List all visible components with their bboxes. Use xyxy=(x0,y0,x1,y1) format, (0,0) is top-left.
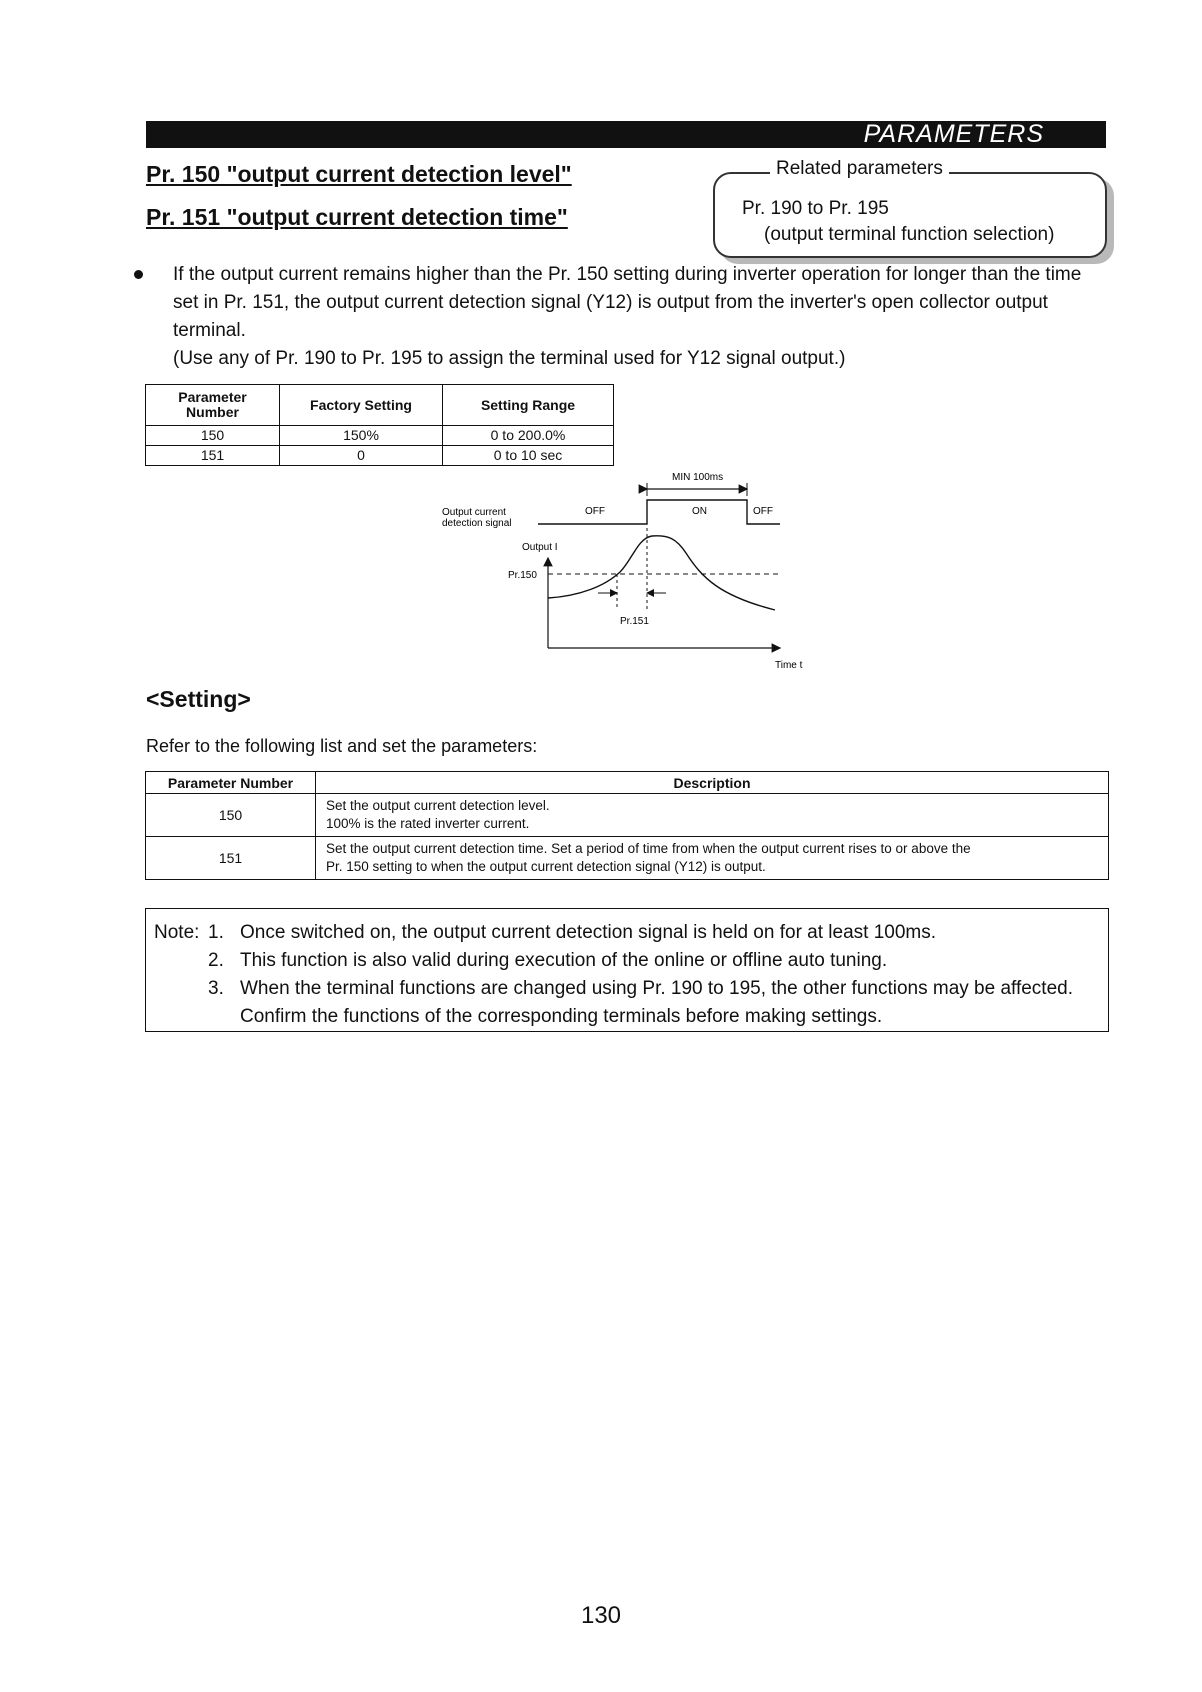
note-text: When the terminal functions are changed using Pr. 190 to 195, the other functions may be affected. xyxy=(240,978,1074,999)
table-cell: 150% xyxy=(280,426,443,446)
signal-label-line1: Output current xyxy=(442,507,506,518)
output-current-curve xyxy=(548,536,775,610)
related-parameters-range: Pr. 190 to Pr. 195 xyxy=(742,198,889,219)
note-text: This function is also valid during execution of the online or offline auto tuning. xyxy=(240,950,888,971)
param-table-header-number: Parameter Number xyxy=(146,385,280,426)
note-number: 2. xyxy=(208,950,224,971)
time-axis-label: Time t xyxy=(775,660,803,671)
desc-table-header-number: Parameter Number xyxy=(146,772,316,794)
heading-pr150: Pr. 150 "output current detection level" xyxy=(146,161,572,187)
note-text: Once switched on, the output current detection signal is held on for at least 100ms. xyxy=(240,922,937,943)
note-prefix: Note: xyxy=(154,922,200,943)
table-cell: 0 to 200.0% xyxy=(443,426,614,446)
table-row xyxy=(146,426,614,446)
table-cell xyxy=(316,794,1109,837)
output-axis-label: Output I xyxy=(522,542,558,553)
signal-off-label: OFF xyxy=(585,506,605,517)
param-table-header-range: Setting Range xyxy=(443,385,614,426)
note-continuation: Confirm the functions of the corresponding terminals before making settings. xyxy=(240,1006,883,1027)
setting-title: <Setting> xyxy=(146,686,251,712)
table-cell: 0 xyxy=(280,446,443,466)
parameter-settings-table xyxy=(145,384,614,466)
note-box xyxy=(145,908,1109,1032)
desc-line: Pr. 150 setting to when the output current detection signal (Y12) is output. xyxy=(326,859,766,874)
table-cell: 150 xyxy=(146,794,316,837)
signal-label-line2: detection signal xyxy=(442,518,512,529)
note-number: 1. xyxy=(208,922,224,943)
parameter-description-table xyxy=(145,771,1109,880)
pr151-time-label: Pr.151 xyxy=(620,616,649,627)
desc-line: Set the output current detection time. Set a period of time from when the output current rises to or above the xyxy=(326,841,971,856)
bullet-icon xyxy=(134,270,143,279)
desc-line: 100% is the rated inverter current. xyxy=(326,816,530,831)
desc-table-header-description: Description xyxy=(316,772,1109,794)
table-cell: 150 xyxy=(146,426,280,446)
note-number: 3. xyxy=(208,978,224,999)
signal-off2-label: OFF xyxy=(753,506,773,517)
related-parameters-desc: (output terminal function selection) xyxy=(764,224,1055,245)
table-row xyxy=(146,446,614,466)
related-parameters-title: Related parameters xyxy=(770,158,949,180)
pr150-level-label: Pr.150 xyxy=(508,570,537,581)
desc-line: Set the output current detection level. xyxy=(326,798,550,813)
table-row xyxy=(146,837,1109,880)
section-title: PARAMETERS xyxy=(863,120,1044,148)
table-cell xyxy=(316,837,1109,880)
param-table-header-factory: Factory Setting xyxy=(280,385,443,426)
intro-line-1: If the output current remains higher than the Pr. 150 setting during inverter operation for longer than the time xyxy=(173,264,1082,285)
intro-line-2: set in Pr. 151, the output current detection signal (Y12) is output from the inverter's open collector output xyxy=(173,292,1048,313)
page-number: 130 xyxy=(580,1602,622,1629)
timing-chart xyxy=(430,468,830,678)
min-100ms-label: MIN 100ms xyxy=(672,472,724,483)
table-cell: 0 to 10 sec xyxy=(443,446,614,466)
heading-pr151: Pr. 151 "output current detection time" xyxy=(146,204,568,230)
table-cell: 151 xyxy=(146,837,316,880)
intro-line-3: terminal. xyxy=(173,320,246,341)
signal-on-label: ON xyxy=(692,506,707,517)
setting-intro: Refer to the following list and set the parameters: xyxy=(146,736,538,756)
table-cell: 151 xyxy=(146,446,280,466)
intro-line-4: (Use any of Pr. 190 to Pr. 195 to assign the terminal used for Y12 signal output.) xyxy=(173,348,846,369)
section-header-bar xyxy=(146,121,1106,148)
signal-waveform xyxy=(538,500,780,524)
table-row xyxy=(146,794,1109,837)
